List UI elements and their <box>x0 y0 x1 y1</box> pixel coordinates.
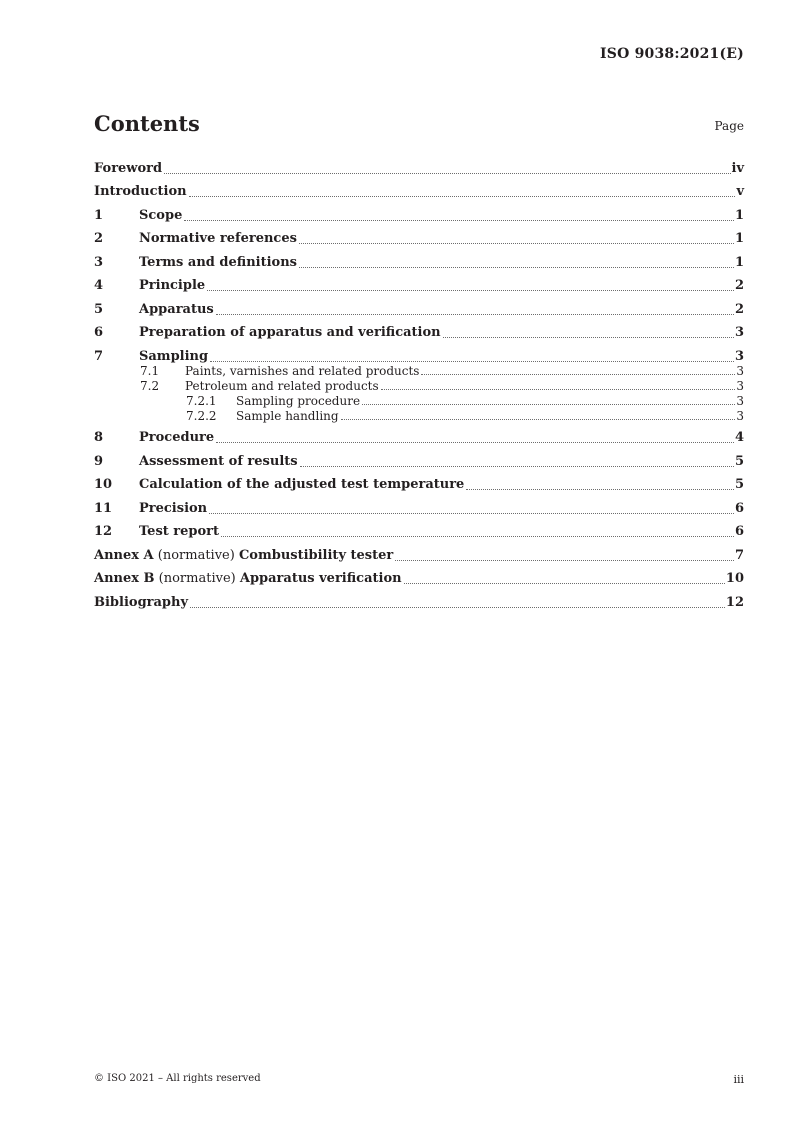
toc-page: 6 <box>734 500 744 516</box>
toc-entry-introduction[interactable] <box>94 177 744 201</box>
toc-number: 3 <box>94 254 104 270</box>
toc-label: Introduction <box>94 184 187 199</box>
toc-entry-preparation[interactable] <box>94 318 744 342</box>
toc-entry-sample-handling[interactable] <box>94 408 744 423</box>
annex-prefix: Annex A <box>94 547 154 563</box>
toc-leader <box>443 336 734 338</box>
toc-leader <box>207 289 734 291</box>
toc-label: Bibliography <box>94 594 189 610</box>
toc-page: 3 <box>736 393 744 408</box>
annex-note: (normative) <box>153 547 239 563</box>
toc-number: 10 <box>94 477 113 492</box>
toc-leader <box>299 242 734 244</box>
toc-entry-bibliography[interactable] <box>94 587 744 611</box>
toc-number: 9 <box>94 453 104 469</box>
toc-entry-apparatus[interactable] <box>94 294 744 318</box>
toc-label: Scope <box>139 207 183 223</box>
toc-number: 7.2.2 <box>186 408 217 423</box>
document-id: ISO 9038:2021(E) <box>600 46 744 62</box>
page-column-label: Page <box>714 119 744 133</box>
toc-page: v <box>736 184 744 199</box>
toc-number: 6 <box>94 325 104 340</box>
toc-label <box>94 548 393 564</box>
toc-entry-petroleum[interactable] <box>94 378 744 393</box>
toc-entry-sampling-procedure[interactable] <box>94 393 744 408</box>
toc-entry-sampling[interactable] <box>94 341 744 365</box>
toc-label: Sample handling <box>236 408 339 423</box>
toc-entry-test-report[interactable] <box>94 517 744 541</box>
toc-page: 10 <box>725 571 744 586</box>
toc-leader <box>221 535 734 537</box>
toc-leader <box>216 313 734 315</box>
toc-number: 7 <box>94 348 104 364</box>
toc-label: Normative references <box>139 231 297 246</box>
toc-entry-paints[interactable] <box>94 363 744 378</box>
toc-page: 3 <box>734 348 744 364</box>
toc-page: 3 <box>736 408 744 423</box>
toc-number: 7.2 <box>140 378 160 393</box>
toc-leader <box>216 441 734 443</box>
toc-entry-scope[interactable] <box>94 200 744 224</box>
toc-page: 1 <box>734 207 744 223</box>
toc-entry-procedure[interactable] <box>94 423 744 447</box>
toc-label: Paints, varnishes and related products <box>185 363 420 378</box>
annex-title: Apparatus verification <box>239 571 402 586</box>
toc-leader <box>362 403 735 405</box>
toc-number: 7.2.1 <box>186 393 217 408</box>
toc-page: 6 <box>734 524 744 539</box>
toc-leader <box>210 360 734 362</box>
toc-entry-terms-and-definitions[interactable] <box>94 247 744 271</box>
toc-page: 2 <box>734 278 744 293</box>
toc-number: 12 <box>94 524 113 539</box>
toc-entry-annex-a[interactable] <box>94 540 744 564</box>
toc-number: 11 <box>94 500 113 516</box>
toc-label: Assessment of results <box>139 453 298 469</box>
toc-label: Sampling procedure <box>236 393 361 408</box>
toc-leader <box>404 582 725 584</box>
toc-leader <box>395 559 734 561</box>
toc-leader <box>299 266 734 268</box>
page-number: iii <box>733 1073 744 1086</box>
toc-leader <box>184 219 734 221</box>
toc-number: 1 <box>94 207 104 223</box>
toc-page: 1 <box>734 231 744 246</box>
toc-label: Precision <box>139 500 208 516</box>
page-footer <box>94 1073 744 1089</box>
toc-entry-calculation[interactable] <box>94 470 744 494</box>
toc-leader <box>189 195 736 197</box>
toc-page: 3 <box>736 363 744 378</box>
table-of-contents <box>94 153 744 611</box>
toc-label: Test report <box>139 524 220 539</box>
toc-leader <box>209 512 734 514</box>
toc-page: iv <box>731 160 744 176</box>
toc-entry-foreword[interactable] <box>94 153 744 177</box>
toc-leader <box>164 172 730 174</box>
toc-label: Terms and definitions <box>139 254 297 270</box>
toc-label <box>94 571 402 587</box>
toc-label: Procedure <box>139 430 215 445</box>
toc-label: Principle <box>139 278 206 293</box>
annex-title: Combustibility tester <box>238 547 394 563</box>
toc-page: 5 <box>734 477 744 492</box>
toc-page: 3 <box>736 378 744 393</box>
annex-note: (normative) <box>154 571 240 586</box>
contents-title: Contents <box>94 111 200 136</box>
toc-number: 7.1 <box>140 363 160 378</box>
toc-number: 2 <box>94 231 104 246</box>
toc-page: 5 <box>734 453 744 469</box>
toc-label: Foreword <box>94 160 163 176</box>
toc-label: Preparation of apparatus and verification <box>139 325 441 340</box>
toc-leader <box>300 465 734 467</box>
toc-number: 8 <box>94 430 104 445</box>
copyright-notice: © ISO 2021 – All rights reserved <box>94 1073 261 1084</box>
toc-leader <box>341 418 736 420</box>
toc-leader <box>466 488 734 490</box>
toc-number: 5 <box>94 301 104 317</box>
toc-number: 4 <box>94 278 104 293</box>
toc-page: 3 <box>734 325 744 340</box>
toc-label: Petroleum and related products <box>185 378 379 393</box>
toc-leader <box>190 606 725 608</box>
toc-page: 12 <box>725 594 744 610</box>
toc-page: 7 <box>734 547 744 563</box>
annex-prefix: Annex B <box>94 571 155 586</box>
toc-page: 4 <box>734 430 744 445</box>
toc-leader <box>421 373 735 375</box>
toc-entry-precision[interactable] <box>94 493 744 517</box>
toc-label: Sampling <box>139 348 209 364</box>
contents-heading <box>94 111 744 141</box>
toc-entry-principle[interactable] <box>94 271 744 295</box>
toc-entry-normative-references[interactable] <box>94 224 744 248</box>
toc-label: Apparatus <box>139 301 214 317</box>
toc-entry-annex-b[interactable] <box>94 564 744 588</box>
toc-entry-assessment[interactable] <box>94 446 744 470</box>
toc-leader <box>381 388 736 390</box>
toc-page: 1 <box>734 254 744 270</box>
toc-label: Calculation of the adjusted test temperature <box>139 477 465 492</box>
toc-page: 2 <box>734 301 744 317</box>
